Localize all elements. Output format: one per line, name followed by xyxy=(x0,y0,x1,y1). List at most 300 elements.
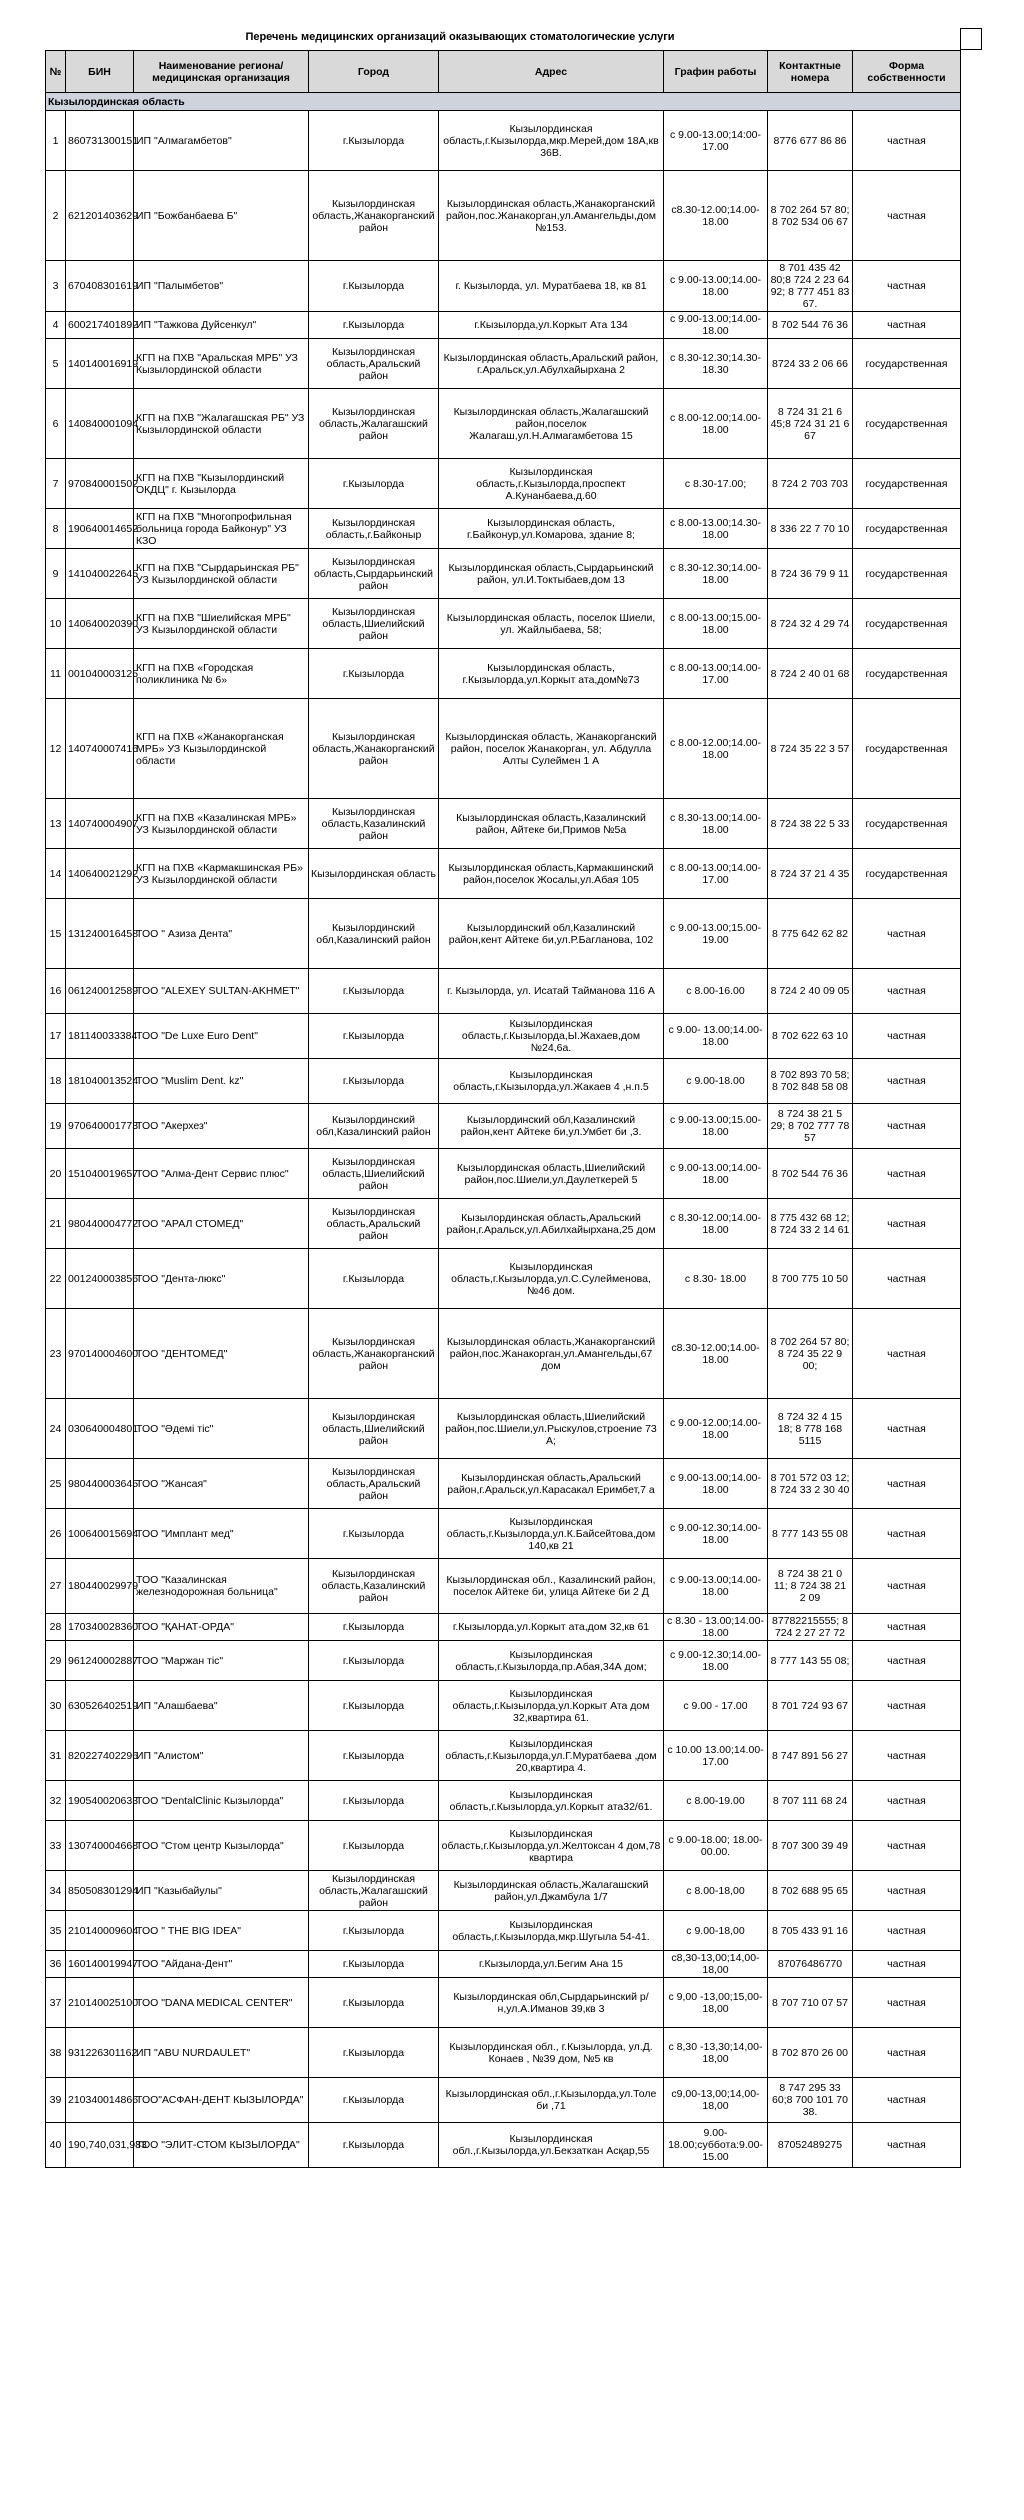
cell-city: Кызылординская область,г.Байконыр xyxy=(309,509,439,549)
cell-ownership: государственная xyxy=(853,339,961,389)
cell-city: Кызылординская область,Казалинский район xyxy=(309,799,439,849)
cell-organization: ТОО "Акерхез" xyxy=(134,1104,309,1149)
table-row xyxy=(46,459,961,509)
cell-hours: с 9.00-13.00;14.00-18.00 xyxy=(664,261,768,312)
cell-address: Кызылординская область,г.Кызылорда,пр.Абая,34А дом; xyxy=(439,1641,664,1681)
cell-address: Кызылординская область,г.Кызылорда,ул.Г.Муратбаева ,дом 20,квартира 4. xyxy=(439,1731,664,1781)
cell-ownership: частная xyxy=(853,1309,961,1399)
cell-organization: КГП на ПХВ «Жанакорганская МРБ» УЗ Кызылординской области xyxy=(134,699,309,799)
cell-ownership: государственная xyxy=(853,459,961,509)
table-row xyxy=(46,171,961,261)
cell-organization: КГП на ПХВ "Аральская МРБ" УЗ Кызылординской области xyxy=(134,339,309,389)
cell-hours: с 8.30-12.00;14.00-18.00 xyxy=(664,1199,768,1249)
cell-phone: 8 724 2 40 01 68 xyxy=(768,649,853,699)
table-row xyxy=(46,1821,961,1871)
cell-phone: 8 724 2 40 09 05 xyxy=(768,969,853,1014)
cell-organization: ТОО "ЭЛИТ-СТОМ КЫЗЫЛОРДА" xyxy=(134,2123,309,2168)
cell-address: Кызылординская область,г.Кызылорда,ул.Коркыт ата32/61. xyxy=(439,1781,664,1821)
cell-phone: 8 724 36 79 9 11 xyxy=(768,549,853,599)
cell-organization: ИП "Алашбаева" xyxy=(134,1681,309,1731)
cell-ownership: частная xyxy=(853,1951,961,1978)
cell-city: г.Кызылорда xyxy=(309,2078,439,2123)
cell-address: г. Кызылорда, ул. Исатай Тайманова 116 А xyxy=(439,969,664,1014)
cell-hours: с9,00-13,00;14,00-18,00 xyxy=(664,2078,768,2123)
cell-city: г.Кызылорда xyxy=(309,2028,439,2078)
cell-bin: 140640020390 xyxy=(66,599,134,649)
cell-hours: с 9.00-18,00 xyxy=(664,1911,768,1951)
cell-phone: 8 702 264 57 80; 8 702 534 06 67 xyxy=(768,171,853,261)
table-row xyxy=(46,1781,961,1821)
cell-hours: с 9.00- 13.00;14.00-18.00 xyxy=(664,1014,768,1059)
cell-phone: 8 701 572 03 12; 8 724 33 2 30 40 xyxy=(768,1459,853,1509)
col-header-city: Город xyxy=(309,51,439,93)
cell-ownership: частная xyxy=(853,1911,961,1951)
cell-bin: 170340028360 xyxy=(66,1614,134,1641)
cell-ownership: частная xyxy=(853,1559,961,1614)
cell-hours: с 9.00-12.30;14.00-18.00 xyxy=(664,1641,768,1681)
cell-number: 4 xyxy=(46,312,66,339)
cell-ownership: частная xyxy=(853,1641,961,1681)
cell-bin: 061240012589 xyxy=(66,969,134,1014)
cell-phone: 8 724 32 4 15 18; 8 778 168 5115 xyxy=(768,1399,853,1459)
cell-number: 19 xyxy=(46,1104,66,1149)
cell-number: 22 xyxy=(46,1249,66,1309)
cell-phone: 8 336 22 7 70 10 xyxy=(768,509,853,549)
table-row xyxy=(46,1059,961,1104)
table-row xyxy=(46,899,961,969)
cell-phone: 8776 677 86 86 xyxy=(768,111,853,171)
cell-city: Кызылординская область,Шиелийский район xyxy=(309,599,439,649)
cell-number: 13 xyxy=(46,799,66,849)
cell-hours: с8,30-13,00;14,00-18,00 xyxy=(664,1951,768,1978)
cell-number: 40 xyxy=(46,2123,66,2168)
cell-number: 23 xyxy=(46,1309,66,1399)
cell-bin: 210340014866 xyxy=(66,2078,134,2123)
cell-ownership: частная xyxy=(853,899,961,969)
cell-ownership: частная xyxy=(853,1399,961,1459)
cell-number: 18 xyxy=(46,1059,66,1104)
cell-number: 31 xyxy=(46,1731,66,1781)
cell-phone: 8 707 111 68 24 xyxy=(768,1781,853,1821)
table-row xyxy=(46,111,961,171)
cell-hours: с 8.30-12.30;14.00-18.00 xyxy=(664,549,768,599)
cell-city: г.Кызылорда xyxy=(309,1681,439,1731)
cell-city: Кызылординская область,Шиелийский район xyxy=(309,1399,439,1459)
cell-city: г.Кызылорда xyxy=(309,1911,439,1951)
cell-phone: 8 702 264 57 80; 8 724 35 22 9 00; xyxy=(768,1309,853,1399)
cell-ownership: частная xyxy=(853,1681,961,1731)
cell-ownership: частная xyxy=(853,1014,961,1059)
cell-ownership: государственная xyxy=(853,699,961,799)
cell-city: Кызылординский обл,Казалинский район xyxy=(309,1104,439,1149)
cell-address: Кызылординская область, поселок Шиели, ул. Жайлыбаева, 58; xyxy=(439,599,664,649)
cell-address: Кызылординская область,Аральский район, г.Аральск,ул.Абулхайырхана 2 xyxy=(439,339,664,389)
cell-city: Кызылординская область,Жалагашский район xyxy=(309,1871,439,1911)
cell-bin: 850508301294 xyxy=(66,1871,134,1911)
table-row xyxy=(46,1199,961,1249)
cell-organization: КГП на ПХВ «Городская поликлиника № 6» xyxy=(134,649,309,699)
cell-address: г.Кызылорда,ул.Бегим Ана 15 xyxy=(439,1951,664,1978)
cell-address: Кызылординский обл,Казалинский район,кент Айтеке би,ул.Умбет би ,3. xyxy=(439,1104,664,1149)
cell-number: 2 xyxy=(46,171,66,261)
cell-hours: с 8.00-12.00;14.00-18.00 xyxy=(664,389,768,459)
cell-organization: ТОО "Маржан тіс" xyxy=(134,1641,309,1681)
cell-bin: 180440029979 xyxy=(66,1559,134,1614)
cell-bin: 970640001773 xyxy=(66,1104,134,1149)
cell-organization: ИП "Тажкова Дуйсенкул" xyxy=(134,312,309,339)
cell-address: Кызылординская область,Аральский район,г.Аральск,ул.Карасакал Еримбет,7 а xyxy=(439,1459,664,1509)
cell-city: г.Кызылорда xyxy=(309,1059,439,1104)
cell-hours: с 10.00 13.00;14.00-17.00 xyxy=(664,1731,768,1781)
cell-ownership: частная xyxy=(853,171,961,261)
cell-bin: 210140025100 xyxy=(66,1978,134,2028)
cell-number: 1 xyxy=(46,111,66,171)
cell-organization: ТОО "Дента-люкс" xyxy=(134,1249,309,1309)
cell-phone: 8 777 143 55 08; xyxy=(768,1641,853,1681)
table-row xyxy=(46,599,961,649)
table-row xyxy=(46,1978,961,2028)
table-row xyxy=(46,549,961,599)
cell-ownership: частная xyxy=(853,1104,961,1149)
cell-address: Кызылординская обл.,г.Кызылорда,ул.Толе би ,71 xyxy=(439,2078,664,2123)
side-cell-top xyxy=(960,28,982,50)
cell-hours: с 8.00-13.00;14.00-17.00 xyxy=(664,849,768,899)
cell-address: Кызылординская область, г.Байконур,ул.Комарова, здание 8; xyxy=(439,509,664,549)
region-name: Кызылординская область xyxy=(46,93,961,111)
cell-hours: с 8.30 - 13.00;14.00-18.00 xyxy=(664,1614,768,1641)
cell-bin: 001040003125 xyxy=(66,649,134,699)
col-header-address: Адрес xyxy=(439,51,664,93)
cell-address: Кызылординская область,Казалинский район, Айтеке би,Примов №5а xyxy=(439,799,664,849)
cell-hours: с 8.00-19.00 xyxy=(664,1781,768,1821)
cell-bin: 130740004668 xyxy=(66,1821,134,1871)
cell-address: Кызылординская область,Жалагашский район,ул.Джамбула 1/7 xyxy=(439,1871,664,1911)
cell-number: 37 xyxy=(46,1978,66,2028)
cell-city: г.Кызылорда xyxy=(309,2123,439,2168)
cell-ownership: частная xyxy=(853,2123,961,2168)
cell-bin: 190540020633 xyxy=(66,1781,134,1821)
cell-phone: 8 702 622 63 10 xyxy=(768,1014,853,1059)
cell-address: Кызылординская обл., Казалинский район, поселок Айтеке би, улица Айтеке би 2 Д xyxy=(439,1559,664,1614)
cell-number: 32 xyxy=(46,1781,66,1821)
cell-phone: 8 701 435 42 80;8 724 2 23 64 92; 8 777 451 83 67. xyxy=(768,261,853,312)
cell-hours: с 8.00-13.00;14.30-18.00 xyxy=(664,509,768,549)
cell-phone: 8 724 35 22 3 57 xyxy=(768,699,853,799)
table-row xyxy=(46,849,961,899)
cell-bin: 030640004801 xyxy=(66,1399,134,1459)
cell-number: 30 xyxy=(46,1681,66,1731)
table-row xyxy=(46,1459,961,1509)
cell-hours: с 8.00-18,00 xyxy=(664,1871,768,1911)
cell-organization: ТОО "ҚАНАТ-ОРДА" xyxy=(134,1614,309,1641)
table-row xyxy=(46,1681,961,1731)
cell-city: г.Кызылорда xyxy=(309,1249,439,1309)
cell-ownership: частная xyxy=(853,1781,961,1821)
cell-bin: 600217401892 xyxy=(66,312,134,339)
table-row xyxy=(46,1014,961,1059)
cell-city: Кызылординская область xyxy=(309,849,439,899)
cell-number: 15 xyxy=(46,899,66,969)
cell-hours: с 9.00-18.00 xyxy=(664,1059,768,1104)
cell-address: Кызылординская обл.,г.Кызылорда,ул.Бекзаткан Асқар,55 xyxy=(439,2123,664,2168)
cell-phone: 8 775 432 68 12; 8 724 33 2 14 61 xyxy=(768,1199,853,1249)
cell-bin: 190,740,031,983 xyxy=(66,2123,134,2168)
table-row xyxy=(46,1641,961,1681)
cell-city: г.Кызылорда xyxy=(309,1821,439,1871)
cell-organization: ТОО "De Luxe Euro Dent" xyxy=(134,1014,309,1059)
organizations-table xyxy=(45,50,961,2168)
cell-bin: 141040022645 xyxy=(66,549,134,599)
page-title: Перечень медицинских организаций оказывающих стоматологические услуги xyxy=(245,31,675,43)
cell-address: Кызылординская обл,Сырдарьинский р/н,ул.А.Иманов 39,кв 3 xyxy=(439,1978,664,2028)
cell-city: г.Кызылорда xyxy=(309,261,439,312)
cell-ownership: частная xyxy=(853,261,961,312)
cell-bin: 961240002887 xyxy=(66,1641,134,1681)
cell-phone: 8 702 893 70 58; 8 702 848 58 08 xyxy=(768,1059,853,1104)
table-row xyxy=(46,312,961,339)
cell-organization: ИП "Палымбетов" xyxy=(134,261,309,312)
cell-bin: 210140009604 xyxy=(66,1911,134,1951)
cell-organization: ТОО "Стом центр Кызылорда" xyxy=(134,1821,309,1871)
cell-city: Кызылординский обл,Казалинский район xyxy=(309,899,439,969)
cell-hours: с 9.00-12.30;14.00-18.00 xyxy=(664,1509,768,1559)
cell-address: Кызылординская область,г.Кызылорда,ул.Коркыт Ата дом 32,квартира 61. xyxy=(439,1681,664,1731)
col-header-phone: Контактные номера xyxy=(768,51,853,93)
cell-city: Кызылординская область,Казалинский район xyxy=(309,1559,439,1614)
cell-city: г.Кызылорда xyxy=(309,1014,439,1059)
cell-city: Кызылординская область,Сырдарьинский район xyxy=(309,549,439,599)
cell-organization: ИП "ABU NURDAULET" xyxy=(134,2028,309,2078)
cell-ownership: государственная xyxy=(853,649,961,699)
table-row xyxy=(46,339,961,389)
table-row xyxy=(46,1149,961,1199)
cell-ownership: частная xyxy=(853,2078,961,2123)
table-row xyxy=(46,1951,961,1978)
cell-city: г.Кызылорда xyxy=(309,1509,439,1559)
cell-number: 3 xyxy=(46,261,66,312)
cell-ownership: частная xyxy=(853,1871,961,1911)
cell-number: 7 xyxy=(46,459,66,509)
cell-organization: ТОО "ALEXEY SULTAN-AKHMET" xyxy=(134,969,309,1014)
cell-hours: с8.30-12.00;14.00-18.00 xyxy=(664,171,768,261)
cell-number: 12 xyxy=(46,699,66,799)
table-row xyxy=(46,969,961,1014)
cell-bin: 630526402519 xyxy=(66,1681,134,1731)
cell-bin: 100640015694 xyxy=(66,1509,134,1559)
cell-phone: 87076486770 xyxy=(768,1951,853,1978)
cell-organization: КГП на ПХВ "Шиелийская МРБ" УЗ Кызылординской области xyxy=(134,599,309,649)
cell-number: 24 xyxy=(46,1399,66,1459)
region-row xyxy=(46,93,961,111)
cell-phone: 87052489275 xyxy=(768,2123,853,2168)
cell-phone: 87782215555; 8 724 2 27 27 72 xyxy=(768,1614,853,1641)
cell-ownership: государственная xyxy=(853,509,961,549)
cell-phone: 8 702 688 95 65 xyxy=(768,1871,853,1911)
cell-organization: ТОО "DANA MEDICAL CENTER" xyxy=(134,1978,309,2028)
cell-hours: с 9.00-18.00; 18.00-00.00. xyxy=(664,1821,768,1871)
cell-city: Кызылординская область,Жанакорганский район xyxy=(309,699,439,799)
cell-address: Кызылординская область,Кармакшинский район,поселок Жосалы,ул.Абая 105 xyxy=(439,849,664,899)
cell-organization: ТОО "DentalClinic Кызылорда" xyxy=(134,1781,309,1821)
cell-organization: ТОО "Алма-Дент Сервис плюс" xyxy=(134,1149,309,1199)
cell-hours: с 9.00-13.00;14.00-18.00 xyxy=(664,1459,768,1509)
cell-phone: 8 707 300 39 49 xyxy=(768,1821,853,1871)
cell-city: г.Кызылорда xyxy=(309,1781,439,1821)
cell-bin: 140740007416 xyxy=(66,699,134,799)
cell-phone: 8 702 544 76 36 xyxy=(768,312,853,339)
cell-number: 25 xyxy=(46,1459,66,1509)
cell-hours: с 8.00-13.00;14.00-17.00 xyxy=(664,649,768,699)
cell-address: Кызылординская область, Жанакорганский район, поселок Жанакорган, ул. Абдулла Алты Сулеймен 1 А xyxy=(439,699,664,799)
cell-organization: ТОО"АСФАН-ДЕНТ КЫЗЫЛОРДА" xyxy=(134,2078,309,2123)
cell-organization: КГП на ПХВ "Кызылординский ОКДЦ" г. Кызылорда xyxy=(134,459,309,509)
cell-hours: с 9.00-12.00;14.00-18.00 xyxy=(664,1399,768,1459)
cell-number: 5 xyxy=(46,339,66,389)
cell-number: 38 xyxy=(46,2028,66,2078)
cell-phone: 8 747 891 56 27 xyxy=(768,1731,853,1781)
table-row xyxy=(46,2123,961,2168)
table-row xyxy=(46,1871,961,1911)
cell-hours: с 8.00-16.00 xyxy=(664,969,768,1014)
table-row xyxy=(46,509,961,549)
cell-city: г.Кызылорда xyxy=(309,1641,439,1681)
cell-organization: КГП на ПХВ "Сырдарьинская РБ" УЗ Кызылординской области xyxy=(134,549,309,599)
table-row xyxy=(46,1731,961,1781)
col-header-bin: БИН xyxy=(66,51,134,93)
cell-city: Кызылординская область,Аральский район xyxy=(309,339,439,389)
cell-city: г.Кызылорда xyxy=(309,111,439,171)
cell-number: 14 xyxy=(46,849,66,899)
cell-address: Кызылординская область,г.Кызылорда,ул.Жакаев 4 ,н.п.5 xyxy=(439,1059,664,1104)
cell-number: 39 xyxy=(46,2078,66,2123)
cell-bin: 621201403629 xyxy=(66,171,134,261)
cell-phone: 8 724 2 703 703 xyxy=(768,459,853,509)
cell-number: 26 xyxy=(46,1509,66,1559)
cell-ownership: государственная xyxy=(853,849,961,899)
cell-address: Кызылординская область,г.Кызылорда,мкр.Мерей,дом 18А,кв 36В. xyxy=(439,111,664,171)
cell-address: г.Кызылорда,ул.Коркыт ата,дом 32,кв 61 xyxy=(439,1614,664,1641)
cell-hours: с8.30-12.00;14.00-18.00 xyxy=(664,1309,768,1399)
cell-bin: 140840001094 xyxy=(66,389,134,459)
cell-number: 35 xyxy=(46,1911,66,1951)
cell-organization: ТОО "Казалинская железнодорожная больница" xyxy=(134,1559,309,1614)
table-row xyxy=(46,2028,961,2078)
cell-hours: с 8,30 -13,30;14,00-18,00 xyxy=(664,2028,768,2078)
cell-phone: 8 724 38 21 5 29; 8 702 777 78 57 xyxy=(768,1104,853,1149)
cell-ownership: частная xyxy=(853,1509,961,1559)
cell-address: Кызылординская область,Шиелийский район,пос.Шиели,ул.Рыскулов,строение 73 А; xyxy=(439,1399,664,1459)
table-row xyxy=(46,1249,961,1309)
cell-number: 17 xyxy=(46,1014,66,1059)
cell-phone: 8 701 724 93 67 xyxy=(768,1681,853,1731)
table-row xyxy=(46,649,961,699)
cell-address: Кызылординская область,Сырдарьинский район, ул.И.Токтыбаев,дом 13 xyxy=(439,549,664,599)
cell-bin: 820227402296 xyxy=(66,1731,134,1781)
cell-hours: с 9.00-13.00;14.00-18.00 xyxy=(664,312,768,339)
cell-city: г.Кызылорда xyxy=(309,649,439,699)
cell-phone: 8 724 37 21 4 35 xyxy=(768,849,853,899)
cell-city: Кызылординская область,Жанакорганский район xyxy=(309,1309,439,1399)
cell-bin: 980440003645 xyxy=(66,1459,134,1509)
cell-bin: 131240016458 xyxy=(66,899,134,969)
table-row xyxy=(46,2078,961,2123)
cell-hours: с 9.00-13.00;14.00-18.00 xyxy=(664,1149,768,1199)
cell-city: Кызылординская область,Аральский район xyxy=(309,1459,439,1509)
cell-address: Кызылординская область,Шиелийский район,пос.Шиели,ул.Даулеткерей 5 xyxy=(439,1149,664,1199)
cell-number: 36 xyxy=(46,1951,66,1978)
cell-city: г.Кызылорда xyxy=(309,969,439,1014)
table-row xyxy=(46,1614,961,1641)
cell-number: 11 xyxy=(46,649,66,699)
table-row xyxy=(46,1399,961,1459)
cell-organization: КГП на ПХВ «Казалинская МРБ» УЗ Кызылординской области xyxy=(134,799,309,849)
cell-address: Кызылординский обл,Казалинский район,кент Айтеке би,ул.Р.Баглан​ова, 102 xyxy=(439,899,664,969)
cell-organization: ТОО "Muslim Dent. kz" xyxy=(134,1059,309,1104)
col-header-hours: Графин работы xyxy=(664,51,768,93)
cell-ownership: частная xyxy=(853,1614,961,1641)
cell-ownership: частная xyxy=(853,1978,961,2028)
cell-number: 20 xyxy=(46,1149,66,1199)
cell-hours: с 9.00-13.00;15.00-18.00 xyxy=(664,1104,768,1149)
cell-phone: 8 747 295 33 60;8 700 101 70 38. xyxy=(768,2078,853,2123)
table-row xyxy=(46,1104,961,1149)
cell-hours: с 9.00-13.00;14:00-17.00 xyxy=(664,111,768,171)
cell-phone: 8 702 870 26 00 xyxy=(768,2028,853,2078)
cell-number: 29 xyxy=(46,1641,66,1681)
table-row xyxy=(46,1911,961,1951)
cell-ownership: частная xyxy=(853,1821,961,1871)
cell-number: 16 xyxy=(46,969,66,1014)
cell-address: Кызылординская область,Жанакорганский район,пос.Жанакорган,ул.Амангельды,дом №153. xyxy=(439,171,664,261)
cell-hours: с 8.30-12.30;14.30-18.30 xyxy=(664,339,768,389)
cell-bin: 181140033384 xyxy=(66,1014,134,1059)
cell-hours: с 8.30-17.00; xyxy=(664,459,768,509)
table-row xyxy=(46,699,961,799)
table-row xyxy=(46,389,961,459)
cell-ownership: частная xyxy=(853,1459,961,1509)
cell-number: 27 xyxy=(46,1559,66,1614)
cell-address: Кызылординская область,г.Кызылорда,мкр.Шугыла 54-41. xyxy=(439,1911,664,1951)
cell-ownership: частная xyxy=(853,1059,961,1104)
cell-bin: 970840001502 xyxy=(66,459,134,509)
cell-hours: 9.00-18.00;суббота:9.00-15.00 xyxy=(664,2123,768,2168)
cell-phone: 8 724 38 21 0 11; 8 724 38 21 2 09 xyxy=(768,1559,853,1614)
cell-phone: 8 702 544 76 36 xyxy=(768,1149,853,1199)
cell-city: г.Кызылорда xyxy=(309,1978,439,2028)
cell-bin: 140640021292 xyxy=(66,849,134,899)
cell-ownership: частная xyxy=(853,111,961,171)
cell-bin: 931226301162 xyxy=(66,2028,134,2078)
cell-phone: 8724 33 2 06 66 xyxy=(768,339,853,389)
cell-hours: с 8.30-13.00;14.00-18.00 xyxy=(664,799,768,849)
cell-city: Кызылординская область,Жалагашский район xyxy=(309,389,439,459)
cell-organization: ТОО "Жансая" xyxy=(134,1459,309,1509)
cell-organization: ИП "Божбанбаева Б" xyxy=(134,171,309,261)
cell-phone: 8 700 775 10 50 xyxy=(768,1249,853,1309)
cell-organization: ТОО "Айдана-Дент" xyxy=(134,1951,309,1978)
header-row xyxy=(46,51,961,93)
cell-address: Кызылординская область,Аральский район,г.Аральск,ул.Абилхайырхана,25 дом xyxy=(439,1199,664,1249)
cell-city: г.Кызылорда xyxy=(309,459,439,509)
cell-organization: ТОО "АРАЛ СТОМЕД" xyxy=(134,1199,309,1249)
cell-ownership: частная xyxy=(853,312,961,339)
cell-bin: 190640014652 xyxy=(66,509,134,549)
cell-address: Кызылординская область,г.Кызылорда,проспект А.Кунанбаева,д.60 xyxy=(439,459,664,509)
cell-number: 34 xyxy=(46,1871,66,1911)
cell-organization: КГП на ПХВ "Жалагашская РБ" УЗ Кызылординской области xyxy=(134,389,309,459)
cell-hours: с 8.30- 18.00 xyxy=(664,1249,768,1309)
cell-number: 28 xyxy=(46,1614,66,1641)
